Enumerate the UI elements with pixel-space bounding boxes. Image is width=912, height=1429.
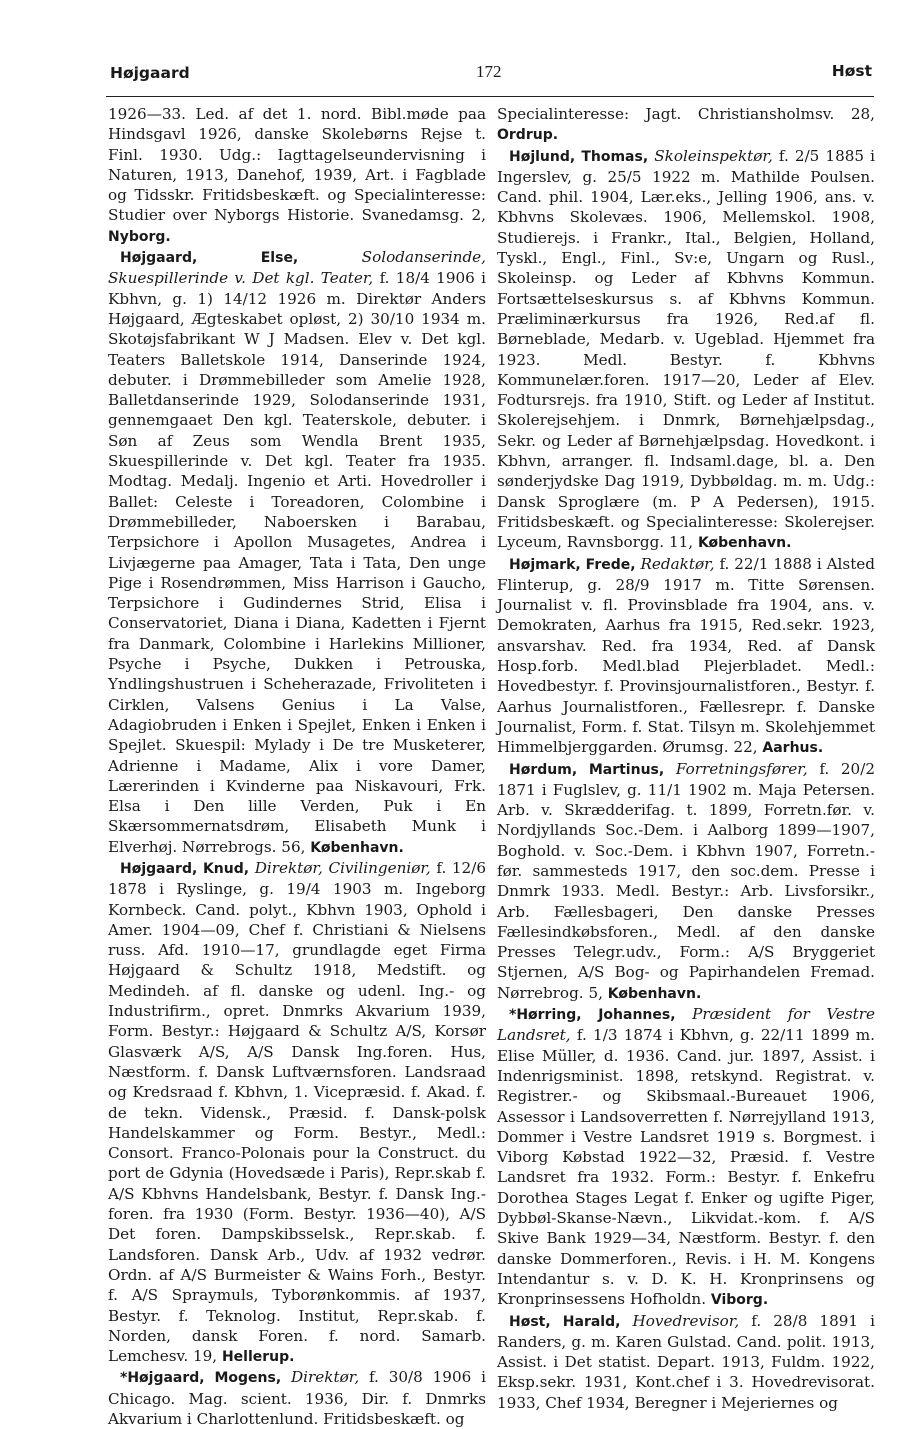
entry-text: f. 20/2 1871 i Fuglslev, g. 11/1 1902 m. Maja Petersen. Arb. v. Skrædderifag. t. 1899, Forretn.før. v. Nordjyllands Soc.-Dem. i Aalborg 1899—1907, Boghold. v. Soc.-Dem. i Kbhvn 1907, Forretn.-før. sammesteds 1917, den soc.dem. Presse i Dnmrk 1933. Medl. Bestyr.: Arb. Livsforsikr., Arb. Fællesbageri, Den danske Presses Fællesindkøbsforen., Medl. af den danske Presses Telegr.udv., Form.: A/S Bryggeriet Stjernen, A/S Bog- og Papirhandelen Fremad. Nørrebrog. 5, [497, 759, 876, 1002]
entry-hojgaard-mogens [108, 1367, 486, 1429]
entry-text: f. 28/8 1891 i Randers, g. m. Karen Gulstad. Cand. polit. 1913, Assist. i Det statist. Depart. 1913, Fuldm. 1922, Eksp.sekr. 1931, Kont.chef i 3. Hovedrevisorat. 1933, Chef 1934, Beregner i Mejeriernes og [497, 1311, 875, 1412]
entry-continuation [497, 104, 875, 146]
left-column [108, 104, 486, 1429]
entry-text: f. 18/4 1906 i Kbhvn, g. 1) 14/12 1926 m. Direktør Anders Højgaard, Ægteskabet opløst, 2) 30/10 1934 m. Skotøjsfabrikant W J Madsen. Elev v. Det kgl. Teaters Balletskole 1914, Danserinde 1924, debuter. i Drømmebilleder som Amelie 1928, Balletdanserinde 1929, Solodanserinde 1931, gennemgaaet Den kgl. Teaterskole, debuter. i Søn af Zeus som Wendla Brent 1935, Skuespillerinde v. Det kgl. Teater fra 1935. Modtag. Medalj. Ingenio et Arti. Hovedroller i Ballet: Celeste i Toreadoren, Colombine i Drømmebilleder, Naboersken i Barabau, Terpsichore i Apollon Musagetes, Andrea i Livjægerne paa Amager, Tata i Tata, Den unge Pige i Rosendrømmen, Miss Harrison i Gaucho, Terpsichore i Gudindernes Strid, Elisa i Conservatoriet, Diana i Diana, Kadetten i Fjernt fra Danmark, Colombine i Harlekins Millioner, Psyche i Psyche, Dukken i Petrouska, Yndlingshustruen i Scheherazade, Frivoliteten i Cirklen, Valsens Genius i La Valse, Adagiobruden i Enken i Spejlet, Enken i Enken i Spejlet. Skuespil: Mylady i De tre Musketerer, Adrienne i Madame, Alix i vore Damer, Lærerinden i Kvinderne paa Niskavouri, Frk. Elsa i Den lille Verden, Puk i En Skærsommernatsdrøm, Elisabeth Munk i Elverhøj. Nørrebrogs. 56, [108, 269, 486, 856]
entry-name: Høst, Harald, [509, 1313, 621, 1330]
entry-name: *Højgaard, Mogens, [120, 1370, 282, 1387]
entry-title: Præsident for Vestre Landsret, [497, 1005, 876, 1045]
header-rule [106, 96, 874, 97]
entry-place: København. [310, 839, 404, 856]
entry-hojgaard-else [108, 247, 486, 858]
entry-text: f. 2/5 1885 i Ingerslev, g. 25/5 1922 m. Mathilde Poulsen. Cand. phil. 1904, Lær.eks., Jelling 1906, ans. v. Kbhvns Skolevæs. 1906, Mellemskol. 1908, Studierejs. i Frankr., Ital., Belgien, Holland, Tyskl., Engl., Finl., Sv:e, Ungarn og Rusl., Skoleinsp. og Leder af Kbhvns Kommun. Fortsættelseskursus s. af Kbhvns Kommun. Præliminærkursus fra 1926, Red.af fl. Børneblade, Medarb. v. Ugeblad. Hjemmet fra 1923. Medl. Bestyr. f. Kbhvns Kommunelær.foren. 1917—20, Leder af Elev. Fodtursrejs. fra 1910, Stift. og Leder af Institut. Skolerejsehjem. i Dnmrk, Børnehjælpsdag., Sekr. og Leder af Børnehjælpsdag. Hovedkont. i Kbhvn, arranger. fl. Indsaml.dage, bl. a. Den sønderjydske Dag 1919, Dybbøldag. m. m. Udg.: Dansk Sproglære (m. P A Pedersen), 1915. Fritidsbeskæft. og Specialinteresse: Skolerejser. Lyceum, Ravnsborgg. 11, [497, 146, 876, 552]
entry-text: Specialinteresse: Jagt. Christiansholmsv. 28, [497, 105, 875, 123]
entry-text: 1926—33. Led. af det 1. nord. Bibl.møde paa Hindsgavl 1926, danske Skolebørns Rejse t. Finl. 1930. Udg.: Iagttagelseundervisning i Naturen, 1913, Danehof, 1939, Art. i Fagblade og Tidsskr. Fritidsbeskæft. og Specialinteresse: Studier over Nyborgs Historie. Svanedamsg. 2, [108, 105, 486, 225]
entry-title: Direktør, Civilingeniør, [254, 858, 431, 877]
entry-name: Højgaard, Knud, [120, 860, 250, 877]
entry-title: Solodanserinde, Skuespillerinde v. Det kgl. Teater, [108, 248, 486, 288]
entry-host-harald [497, 1311, 875, 1413]
entry-place: Viborg. [710, 1292, 769, 1309]
entry-place: Hellerup. [221, 1349, 295, 1366]
entry-title: Direktør, [291, 1368, 360, 1387]
entry-hojlund-thomas [497, 146, 875, 554]
entry-text: f. 12/6 1878 i Ryslinge, g. 19/4 1903 m. Ingeborg Kornbeck. Cand. polyt., Kbhvn 1903, Ophold i Amer. 1904—09, Chef f. Christiani & Nielsens russ. Afd. 1910—17, grundlagde eget Firma Højgaard & Schultz 1918, Medstift. og Medindeh. af fl. danske og udenl. Ing.- og Industrifirm., opret. Dnmrks Akvarium 1939, Form. Bestyr.: Højgaard & Schultz A/S, Korsør Glasværk A/S, A/S Dansk Ing.foren. Hus, Næstform. f. Dansk Luftværnsforen. Landsraad og Kredsraad f. Kbhvn, 1. Vicepræsid. f. Akad. f. de tekn. Vidensk., Præsid. f. Dansk-polsk Handelskammer og Form. Bestyr., Medl.: Consort. Franco-Polonais pour la Construct. du port de Gdynia (Hovedsæde i Paris), Repr.skab f. A/S Kbhvns Handelsbank, Bestyr. f. Dansk Ing.-foren. fra 1930 (Form. Bestyr. 1936—40), A/S Det foren. Dampskibsselsk., Repr.skab. f. Landsforen. Dansk Arb., Udv. af 1932 vedrør. Ordn. af A/S Burmeister & Wains Forh., Bestyr. f. A/S Spraymuls, Tyborønkommis. af 1937, Bestyr. f. Teknolog. Institut, Repr.skab. f. Norden, dansk Foren. f. nord. Samarb. Lemchesv. 19, [108, 858, 486, 1366]
page-header [108, 60, 872, 84]
entry-name: *Hørring, Johannes, [509, 1007, 676, 1024]
running-head-right: Høst [831, 62, 872, 80]
entry-hojmark-frede [497, 554, 875, 759]
right-column [497, 104, 875, 1413]
entry-place: Nyborg. [108, 228, 171, 245]
entry-text: f. 22/1 1888 i Alsted Flinterup, g. 28/9 1917 m. Titte Sørensen. Journalist v. fl. Provinsblade fra 1904, ans. v. Demokraten, Aarhus fra 1915, Red.sekr. 1923, ansvarshav. Red. fra 1934, Red. af Dansk Hosp.forb. Medl.blad Plejerbladet. Medl.: Hovedbestyr. f. Provinsjournalistforen., Bestyr. f. Aarhus Journalistforen., Fællesrepr. f. Danske Journalist, Form. f. Stat. Tilsyn m. Skolehjemmet Himmelbjerggarden. Ørumsg. 22, [497, 554, 876, 757]
running-head-left: Højgaard [110, 64, 190, 82]
entry-place: Ordrup. [497, 127, 559, 144]
entry-name: Højgaard, Else, [120, 250, 299, 267]
entry-title: Redaktør, [640, 554, 715, 573]
entry-hojgaard-knud [108, 858, 486, 1367]
entry-place: København. [607, 985, 702, 1002]
entry-horring-johannes [497, 1004, 875, 1310]
entry-name: Hørdum, Martinus, [509, 761, 665, 778]
entry-name: Højlund, Thomas, [509, 148, 649, 165]
page-number: 172 [476, 62, 502, 81]
entry-place: København. [697, 535, 792, 552]
entry-title: Skoleinspektør, [654, 146, 773, 165]
entry-continuation [108, 104, 486, 247]
entry-place: Aarhus. [762, 740, 824, 757]
entry-text: f. 30/8 1906 i Chicago. Mag. scient. 1936, Dir. f. Dnmrks Akvarium i Charlottenlund. Fritidsbeskæft. og [108, 1368, 486, 1428]
entry-name: Højmark, Frede, [509, 556, 636, 573]
entry-text: f. 1/3 1874 i Kbhvn, g. 22/11 1899 m. Elise Müller, d. 1936. Cand. jur. 1897, Assist. i Indenrigsminist. 1898, retskynd. Registrat. v. Registrer.- og Skibsmaal.-Bureauet 1906, Assessor i Landsoverretten f. Nørrejylland 1913, Dommer i Vestre Landsret 1919 s. Borgmest. i Viborg Købstad 1922—32, Præsid. f. Vestre Landsret fra 1932. Form.: Bestyr. f. Enkefru Dorothea Stages Legat f. Enker og ugifte Piger, Dybbøl-Skanse-Nævn., Likvidat.-kom. f. A/S Skive Bank 1929—34, Næstform. Bestyr. f. den danske Dommerforen., Revis. i H. M. Kongens Intendantur s. v. D. K. H. Kronprinsens og Kronprinsessens Hofholdn. [497, 1026, 875, 1309]
entry-hordum-martinus [497, 759, 875, 1005]
entry-title: Forretningsfører, [675, 759, 808, 778]
entry-title: Hovedrevisor, [632, 1311, 740, 1330]
